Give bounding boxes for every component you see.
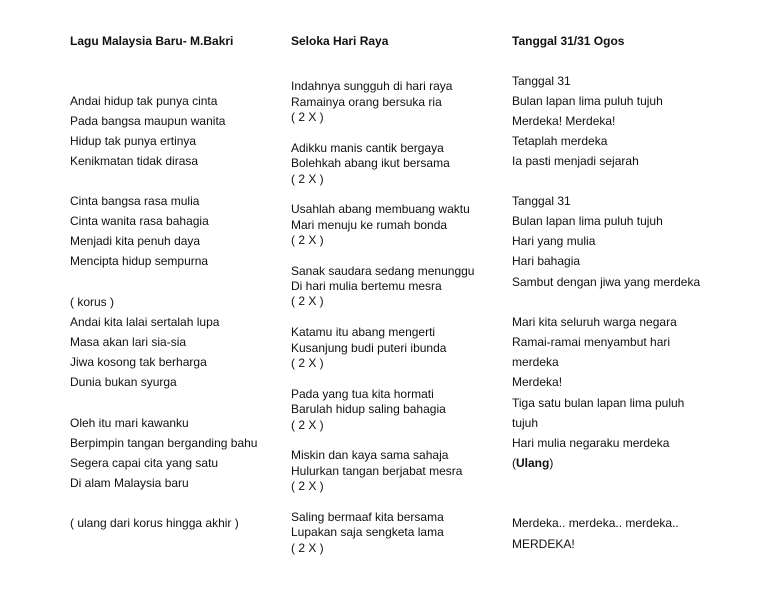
- lyric-line: Cinta bangsa rasa mulia: [70, 194, 200, 208]
- song-title: Seloka Hari Raya: [291, 34, 389, 48]
- lyric-line: tujuh: [512, 416, 539, 430]
- lyric-line: Oleh itu mari kawanku: [70, 416, 189, 430]
- lyric-line: Mencipta hidup sempurna: [70, 254, 209, 268]
- lyric-line: Hari yang mulia: [512, 234, 596, 248]
- lyric-line: Kenikmatan tidak dirasa: [70, 154, 199, 168]
- lyric-line: Merdeka!: [512, 375, 563, 389]
- lyric-line: Katamu itu abang mengerti: [291, 325, 436, 339]
- lyric-line: Pada yang tua kita hormati: [291, 387, 434, 401]
- repeat-marker: ( 2 X ): [291, 541, 324, 555]
- repeat-marker: ( 2 X ): [291, 110, 324, 124]
- lyric-line: Lupakan saja sengketa lama: [291, 525, 444, 539]
- lyric-line: Hulurkan tangan berjabat mesra: [291, 464, 463, 478]
- lyric-line: Kusanjung budi puteri ibunda: [291, 341, 447, 355]
- repeat-marker: ( 2 X ): [291, 479, 324, 493]
- lyric-line: Merdeka! Merdeka!: [512, 114, 616, 128]
- lyric-line: Hari mulia negaraku merdeka: [512, 436, 670, 450]
- lyric-line: Hidup tak punya ertinya: [70, 134, 197, 148]
- repeat-instruction: [512, 456, 553, 470]
- lyric-line: Mari menuju ke rumah bonda: [291, 218, 448, 232]
- lyric-line: Di alam Malaysia baru: [70, 476, 189, 490]
- lyric-line: Dunia bukan syurga: [70, 375, 177, 389]
- lyric-line: Tanggal 31: [512, 74, 571, 88]
- lyric-line: Merdeka.. merdeka.. merdeka..: [512, 516, 679, 530]
- lyric-line: Sambut dengan jiwa yang merdeka: [512, 275, 701, 289]
- chorus-label: ( korus ): [70, 295, 115, 309]
- lyric-line: Jiwa kosong tak berharga: [70, 355, 207, 369]
- repeat-marker: ( 2 X ): [291, 294, 324, 308]
- lyric-line: Adikku manis cantik bergaya: [291, 141, 444, 155]
- lyric-line: Saling bermaaf kita bersama: [291, 510, 444, 524]
- lyric-line: Usahlah abang membuang waktu: [291, 202, 470, 216]
- lyric-line: Bulan lapan lima puluh tujuh: [512, 94, 663, 108]
- lyric-line: Bulan lapan lima puluh tujuh: [512, 214, 663, 228]
- repeat-marker: ( 2 X ): [291, 356, 324, 370]
- repeat-marker: ( 2 X ): [291, 172, 324, 186]
- lyric-line: Menjadi kita penuh daya: [70, 234, 201, 248]
- lyric-line: merdeka: [512, 355, 559, 369]
- lyric-line: Ramainya orang bersuka ria: [291, 95, 442, 109]
- lyric-line: Tanggal 31: [512, 194, 571, 208]
- lyric-line: Pada bangsa maupun wanita: [70, 114, 226, 128]
- repeat-marker: ( 2 X ): [291, 233, 324, 247]
- lyric-line: Segera capai cita yang satu: [70, 456, 219, 470]
- lyric-line: Mari kita seluruh warga negara: [512, 315, 677, 329]
- lyric-line: Di hari mulia bertemu mesra: [291, 279, 442, 293]
- lyric-line: Bolehkah abang ikut bersama: [291, 156, 450, 170]
- song-title: Lagu Malaysia Baru- M.Bakri: [70, 34, 234, 48]
- paren-open: (: [512, 456, 516, 470]
- lyric-line: Barulah hidup saling bahagia: [291, 402, 446, 416]
- paren-close: ): [549, 456, 554, 470]
- lyric-line: Masa akan lari sia-sia: [70, 335, 187, 349]
- repeat-marker: ( 2 X ): [291, 418, 324, 432]
- lyric-line: Ia pasti menjadi sejarah: [512, 154, 639, 168]
- repeat-instruction: ( ulang dari korus hingga akhir ): [70, 516, 239, 530]
- song-title: Tanggal 31/31 Ogos: [512, 34, 625, 48]
- lyric-line: Miskin dan kaya sama sahaja: [291, 448, 449, 462]
- lyric-line: Hari bahagia: [512, 254, 581, 268]
- repeat-word: Ulang: [516, 456, 550, 470]
- lyric-line: Andai hidup tak punya cinta: [70, 94, 218, 108]
- lyric-line: Tiga satu bulan lapan lima puluh: [512, 396, 685, 410]
- lyric-line: Tetaplah merdeka: [512, 134, 608, 148]
- lyric-line: Berpimpin tangan berganding bahu: [70, 436, 258, 450]
- lyric-line: Sanak saudara sedang menunggu: [291, 264, 475, 278]
- lyric-line: Andai kita lalai sertalah lupa: [70, 315, 220, 329]
- lyric-line: Cinta wanita rasa bahagia: [70, 214, 209, 228]
- lyric-line: Indahnya sungguh di hari raya: [291, 79, 453, 93]
- lyric-line: MERDEKA!: [512, 537, 575, 551]
- lyric-line: Ramai-ramai menyambut hari: [512, 335, 671, 349]
